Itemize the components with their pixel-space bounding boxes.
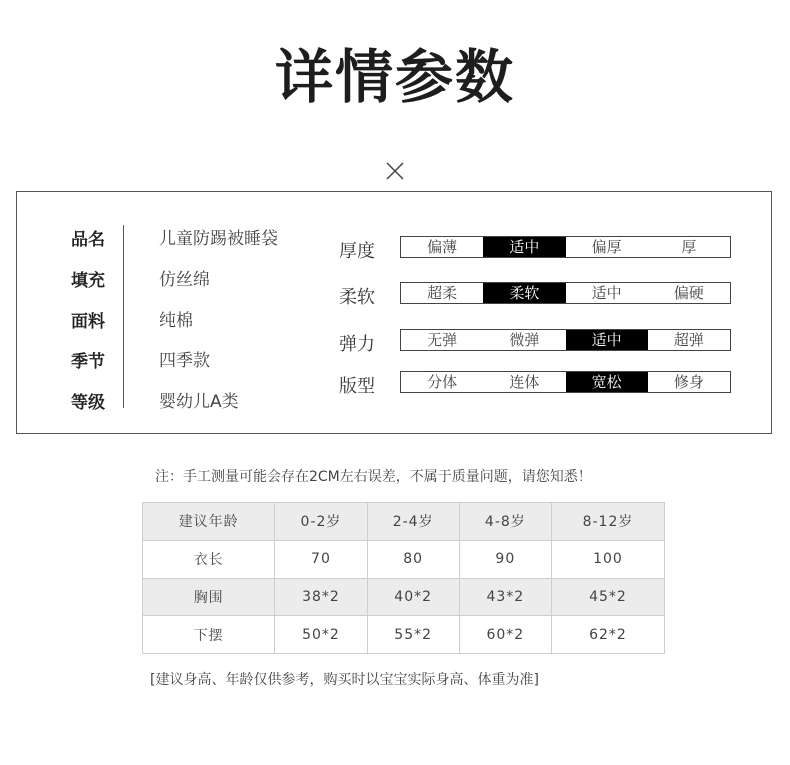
scale-option: 偏厚 <box>591 238 622 256</box>
page-title: 详情参数 <box>274 43 515 111</box>
table-cell: 下摆 <box>143 616 275 654</box>
spec-name: 品名 <box>71 230 105 250</box>
table-cell: 80 <box>367 540 459 578</box>
spec-value: 儿童防踢被睡袋 <box>159 229 278 249</box>
table-header: 0-2岁 <box>275 503 367 541</box>
table-header: 建议年龄 <box>143 503 275 541</box>
table-cell: 70 <box>275 540 367 578</box>
spec-name: 面料 <box>71 312 105 332</box>
table-cell: 胸围 <box>143 578 275 616</box>
table-header: 2-4岁 <box>367 503 459 541</box>
scale-option: 微弹 <box>509 331 540 349</box>
elasticity-scale <box>400 329 731 351</box>
scale-option: 分体 <box>427 373 458 391</box>
table-header: 8-12岁 <box>551 503 664 541</box>
spec-value: 婴幼儿A类 <box>159 392 239 412</box>
table-cell: 60*2 <box>459 616 551 654</box>
attr-label-softness: 柔软 <box>339 287 375 308</box>
scale-option: 偏硬 <box>673 284 704 302</box>
table-row <box>143 578 665 616</box>
table-cell: 50*2 <box>275 616 367 654</box>
spec-panel <box>16 191 772 434</box>
footer-note: [建议身高、年龄仅供参考，购买时以宝宝实际身高、体重为准] <box>150 672 539 688</box>
table-header-row <box>143 503 665 541</box>
softness-scale <box>400 282 731 304</box>
spec-value: 仿丝绵 <box>159 270 210 290</box>
table-cell: 90 <box>459 540 551 578</box>
table-cell: 45*2 <box>551 578 664 616</box>
measurement-note: 注：手工测量可能会存在2CM左右误差，不属于质量问题，请您知悉！ <box>155 469 592 485</box>
table-cell: 衣长 <box>143 540 275 578</box>
thickness-scale <box>400 236 731 258</box>
scale-option: 连体 <box>509 373 540 391</box>
scale-option: 适中 <box>566 330 648 350</box>
scale-option: 超柔 <box>427 284 458 302</box>
spec-value: 纯棉 <box>159 311 193 331</box>
table-row <box>143 616 665 654</box>
scale-option: 无弹 <box>427 331 458 349</box>
attr-label-fit: 版型 <box>339 376 375 397</box>
table-cell: 62*2 <box>551 616 664 654</box>
table-cell: 38*2 <box>275 578 367 616</box>
table-cell: 100 <box>551 540 664 578</box>
scale-option: 厚 <box>681 238 697 256</box>
scale-option: 柔软 <box>483 283 565 303</box>
scale-option: 宽松 <box>566 372 648 392</box>
table-header: 4-8岁 <box>459 503 551 541</box>
table-cell: 40*2 <box>367 578 459 616</box>
scale-option: 修身 <box>673 373 704 391</box>
spec-name: 等级 <box>71 393 105 413</box>
table-cell: 43*2 <box>459 578 551 616</box>
attr-label-thickness: 厚度 <box>339 241 375 262</box>
scale-option: 偏薄 <box>427 238 458 256</box>
spec-value: 四季款 <box>159 351 210 371</box>
spec-name: 季节 <box>71 352 105 372</box>
table-row <box>143 540 665 578</box>
scale-option: 适中 <box>483 237 565 257</box>
table-cell: 55*2 <box>367 616 459 654</box>
close-icon <box>384 160 406 182</box>
spec-name: 填充 <box>71 271 105 291</box>
size-table <box>142 502 665 654</box>
scale-option: 适中 <box>591 284 622 302</box>
fit-scale <box>400 371 731 393</box>
scale-option: 超弹 <box>673 331 704 349</box>
attr-label-elasticity: 弹力 <box>339 334 375 355</box>
